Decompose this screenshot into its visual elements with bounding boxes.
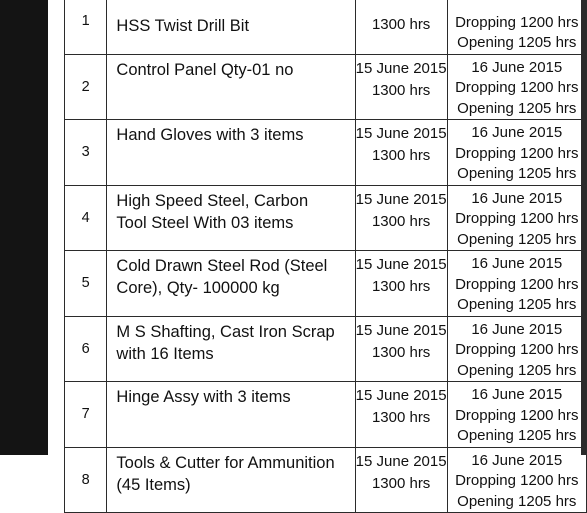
opening-schedule-line: Dropping 1200 hrs: [455, 472, 579, 489]
serial-number: 4: [81, 209, 90, 226]
item-description-line: M S Shafting, Cast Iron Scrap: [116, 322, 335, 341]
opening-schedule-line: 16 June 2015: [471, 451, 563, 469]
opening-schedule-cell: [447, 185, 586, 251]
bid-due-cell: [355, 185, 447, 251]
bid-due-cell: [355, 251, 447, 317]
bid-due-line: 1300 hrs: [371, 16, 431, 33]
serial-number: 5: [81, 275, 90, 291]
item-description-line: Hinge Assy with 3 items: [116, 388, 291, 406]
opening-schedule-cell: [447, 54, 586, 120]
item-description-cell: [107, 382, 355, 448]
tender-table-wrapper: [64, 0, 587, 513]
opening-schedule-line: Dropping 1200 hrs: [455, 341, 579, 358]
opening-schedule-line: Opening 1205 hrs: [457, 427, 577, 444]
opening-schedule-line: Dropping 1200 hrs: [455, 210, 579, 227]
item-description-cell: [107, 316, 355, 382]
item-description-line: High Speed Steel, Carbon: [116, 191, 309, 210]
opening-schedule-line: Opening 1205 hrs: [457, 34, 577, 51]
opening-schedule-line: Dropping 1200 hrs: [455, 275, 579, 293]
bid-due-line: 15 June 2015: [355, 321, 447, 339]
bid-due-line: 1300 hrs: [371, 343, 431, 361]
opening-schedule-line: Dropping 1200 hrs: [455, 79, 579, 96]
bid-due-line: 15 June 2015: [355, 190, 447, 208]
tender-schedule-table: [64, 0, 587, 513]
bid-due-line: 15 June 2015: [355, 59, 447, 77]
serial-number: 3: [81, 144, 90, 160]
opening-schedule-line: [448, 0, 586, 13]
opening-schedule-cell: [447, 251, 586, 317]
serial-number-cell: [65, 382, 107, 448]
item-description-line: [116, 0, 350, 15]
item-description-line: Core), Qty- 100000 kg: [116, 279, 280, 297]
opening-schedule-line: 16 June 2015: [471, 255, 563, 272]
item-description-cell: [107, 54, 355, 120]
opening-schedule-line: Dropping 1200 hrs: [455, 406, 579, 424]
item-description-line: Cold Drawn Steel Rod (Steel: [116, 257, 328, 275]
bid-due-line: 1300 hrs: [371, 409, 431, 426]
opening-schedule-line: Opening 1205 hrs: [457, 296, 577, 313]
bid-due-line: 15 June 2015: [355, 125, 447, 142]
tender-table-body: [65, 0, 587, 513]
item-description-line: Tool Steel With 03 items: [116, 213, 294, 232]
serial-number: 6: [81, 340, 90, 357]
bid-due-line: 1300 hrs: [371, 474, 431, 492]
bid-due-line: 1300 hrs: [371, 81, 431, 99]
bid-due-cell: [355, 120, 447, 186]
table-row: [65, 447, 587, 513]
bid-due-line: 15 June 2015: [355, 256, 447, 273]
item-description-line: Tools & Cutter for Ammunition: [116, 453, 335, 472]
item-description-line: (45 Items): [116, 475, 191, 494]
table-row: [65, 0, 587, 54]
bid-due-cell: [355, 0, 447, 54]
bid-due-line: 15 June 2015: [355, 452, 447, 470]
table-row: [65, 185, 587, 251]
opening-schedule-line: Dropping 1200 hrs: [455, 13, 579, 31]
opening-schedule-line: 16 June 2015: [471, 320, 563, 338]
opening-schedule-line: Opening 1205 hrs: [457, 361, 577, 379]
item-description-line: with 16 Items: [116, 344, 214, 363]
opening-schedule-line: Opening 1205 hrs: [457, 99, 577, 117]
serial-number: 8: [81, 471, 90, 488]
opening-schedule-line: Dropping 1200 hrs: [455, 144, 579, 162]
item-description-line: Hand Gloves with 3 items: [116, 126, 304, 144]
opening-schedule-line: Opening 1205 hrs: [457, 492, 577, 510]
bid-due-line: [356, 0, 447, 14]
opening-schedule-line: 16 June 2015: [471, 124, 563, 141]
left-margin-band: [0, 0, 48, 455]
table-row: [65, 316, 587, 382]
opening-schedule-cell: [447, 447, 586, 513]
opening-schedule-cell: [447, 0, 586, 54]
item-description-line: HSS Twist Drill Bit: [116, 17, 250, 35]
bid-due-cell: [355, 316, 447, 382]
opening-schedule-cell: [447, 316, 586, 382]
bid-due-cell: [355, 447, 447, 513]
opening-schedule-line: Opening 1205 hrs: [457, 165, 577, 182]
serial-number-cell: [65, 0, 107, 54]
serial-number-cell: [65, 251, 107, 317]
serial-number-cell: [65, 120, 107, 186]
bid-due-line: 1300 hrs: [371, 278, 431, 295]
opening-schedule-cell: [447, 120, 586, 186]
bid-due-line: 15 June 2015: [355, 387, 447, 404]
serial-number: 7: [81, 406, 90, 422]
item-description-cell: [107, 251, 355, 317]
opening-schedule-line: 16 June 2015: [471, 189, 563, 207]
opening-schedule-cell: [447, 382, 586, 448]
opening-schedule-line: 16 June 2015: [471, 58, 563, 76]
item-description-cell: [107, 447, 355, 513]
opening-schedule-line: 16 June 2015: [471, 386, 563, 403]
item-description-cell: [107, 0, 355, 54]
serial-number-cell: [65, 447, 107, 513]
serial-number: 2: [81, 78, 90, 95]
serial-number-cell: [65, 54, 107, 120]
item-description-cell: [107, 185, 355, 251]
opening-schedule-line: Opening 1205 hrs: [457, 230, 577, 248]
table-row: [65, 382, 587, 448]
serial-number: 1: [81, 13, 90, 29]
bid-due-line: 1300 hrs: [371, 212, 431, 230]
bid-due-cell: [355, 382, 447, 448]
item-description-cell: [107, 120, 355, 186]
table-row: [65, 251, 587, 317]
table-row: [65, 120, 587, 186]
serial-number-cell: [65, 316, 107, 382]
table-row: [65, 54, 587, 120]
bid-due-line: 1300 hrs: [371, 147, 431, 164]
serial-number-cell: [65, 185, 107, 251]
bid-due-cell: [355, 54, 447, 120]
item-description-line: Control Panel Qty-01 no: [116, 60, 294, 79]
